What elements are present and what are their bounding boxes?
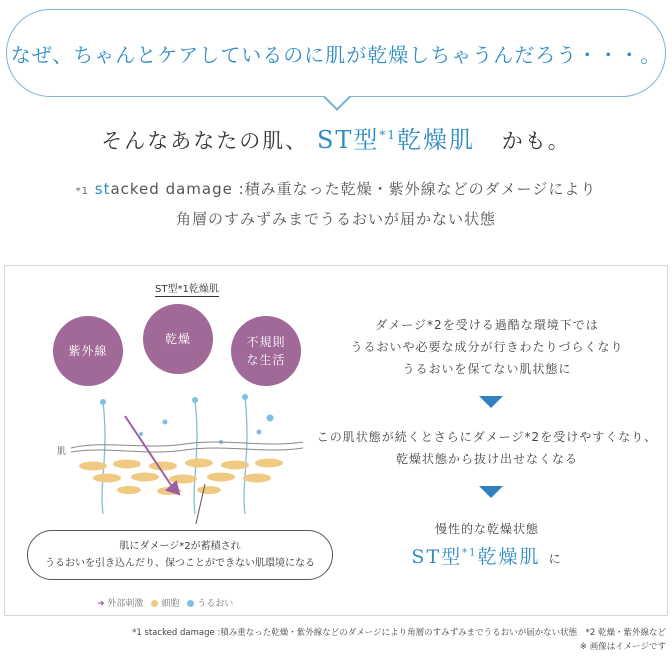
- skin-surface: [71, 442, 303, 452]
- legend-external: [97, 596, 143, 609]
- explanation-panel: [4, 265, 668, 616]
- legend-cell-label: 細胞: [161, 599, 180, 609]
- legend-cell: [151, 596, 179, 609]
- step-2-text: [305, 426, 669, 470]
- headline-st-type: [317, 126, 475, 154]
- circle-dryness: 乾燥: [143, 304, 213, 374]
- definition-line-1: [0, 178, 672, 199]
- definition-blue: st: [94, 180, 111, 198]
- step-2-line-2: 乾燥状態から抜け出せなくなる: [395, 452, 578, 466]
- headline-st: ST型: [316, 126, 380, 154]
- callout-line-1: 肌にダメージ*2が蓄積され: [119, 541, 241, 552]
- down-arrow-icon: [479, 396, 503, 408]
- step-1-line-2: うるおいや必要な成分が行きわたりづらくなり: [350, 340, 624, 354]
- skin-cells: [79, 459, 283, 496]
- circle-irregular-life: 不規則な生活: [231, 316, 301, 386]
- final-type: 乾燥肌: [477, 546, 541, 568]
- footnote-2: ※ 画像はイメージです: [579, 642, 666, 652]
- headline-suffix: かも。: [501, 129, 571, 153]
- headline-sup: *1: [379, 128, 398, 142]
- definition-mark: *1: [75, 186, 89, 197]
- damage-callout: [27, 530, 333, 580]
- legend: [97, 596, 233, 609]
- headline-type: 乾燥肌: [397, 126, 476, 154]
- skin-label: 肌: [57, 447, 67, 457]
- panel-title: ST型*1乾燥肌: [155, 280, 219, 297]
- callout-line-2: うるおいを引き込んだり、保つことができない肌環境になる: [45, 558, 315, 569]
- step-1-line-1: ダメージ*2を受ける過酷な環境下では: [375, 318, 599, 332]
- moisture-flows: [102, 396, 247, 514]
- final-st-type: [305, 542, 669, 569]
- legend-moisture-icon: [187, 600, 194, 607]
- bubble-text: なぜ、ちゃんとケアしているのに肌が乾燥しちゃうんだろう・・・。: [10, 42, 662, 67]
- final-st: ST型: [411, 546, 463, 568]
- legend-arrow-icon: ➜: [97, 599, 105, 609]
- external-stimulus-arrow: [125, 416, 179, 494]
- circle-uv: 紫外線: [53, 316, 123, 386]
- legend-cell-icon: [151, 600, 158, 607]
- step-1-text: [305, 314, 669, 380]
- question-bubble: [6, 9, 666, 97]
- down-arrow-icon: [479, 486, 503, 498]
- headline-prefix: そんなあなたの肌、: [101, 129, 309, 153]
- bubble-tail-fill: [324, 95, 350, 108]
- definition-text-1: acked damage :積み重なった乾燥・紫外線などのダメージにより: [110, 180, 597, 198]
- final-sup: *1: [462, 547, 478, 559]
- skin-illustration: [45, 394, 305, 524]
- legend-moisture-label: うるおい: [197, 599, 234, 609]
- legend-external-label: 外部刺激: [107, 599, 144, 609]
- final-suffix: に: [548, 552, 563, 566]
- definition-line-2: 角層のすみずみまでうるおいが届かない状態: [175, 210, 496, 228]
- step-2-line-1: この肌状態が続くとさらにダメージ*2を受けやすくなり、: [316, 430, 658, 444]
- legend-moisture: [187, 596, 233, 609]
- footnote-1: *1 stacked damage :積み重なった乾燥・紫外線などのダメージにより角層のすみずみまでうるおいが届かない状態 *2 乾燥・紫外線など: [132, 628, 666, 638]
- step-1-line-3: うるおいを保てない肌状態に: [402, 362, 572, 376]
- headline: [0, 120, 672, 155]
- final-label: 慢性的な乾燥状態: [434, 522, 539, 536]
